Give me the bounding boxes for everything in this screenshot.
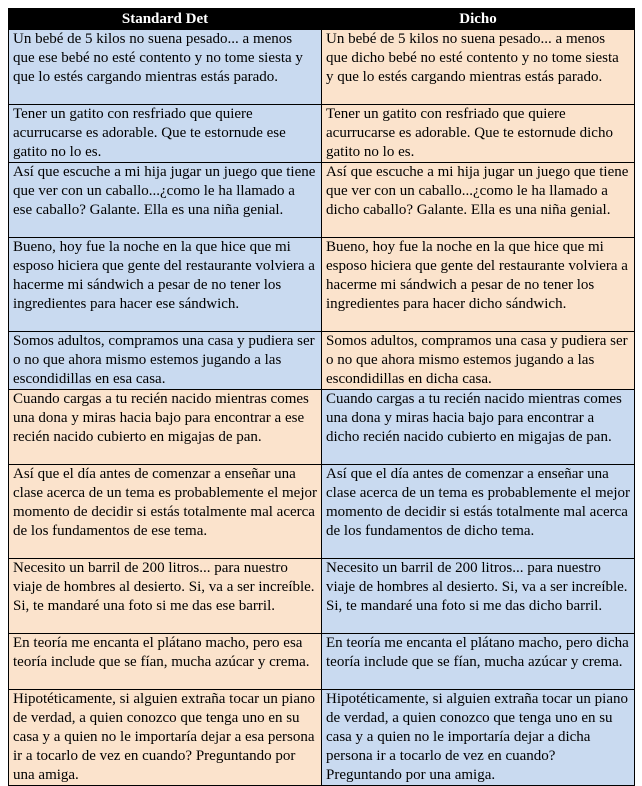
dicho-cell: Necesito un barril de 200 litros... para nuestro viaje de hombres al desierto. Si, va a ser increíble. Si, te mandaré una foto si me das dicho barril.	[322, 559, 635, 634]
dicho-cell: Así que el día antes de comenzar a enseñar una clase acerca de un tema es probablemente el mejor momento de decidir si estás totalmente mal acerca de los fundamentos de dicho tema.	[322, 465, 635, 559]
standard-det-cell: Un bebé de 5 kilos no suena pesado... a menos que ese bebé no esté contento y no tome siesta y que lo estés cargando mientras estás parado.	[9, 30, 322, 105]
standard-det-cell: Tener un gatito con resfriado que quiere acurrucarse es adorable. Que te estornude ese gatito no lo es.	[9, 105, 322, 163]
table-row	[9, 163, 635, 238]
table-row	[9, 332, 635, 390]
dicho-cell: Somos adultos, compramos una casa y pudiera ser o no que ahora mismo estemos jugando a las escondidillas en dicha casa.	[322, 332, 635, 390]
dicho-cell: Un bebé de 5 kilos no suena pesado... a menos que dicho bebé no esté contento y no tome siesta y que lo estés cargando mientras estás parado.	[322, 30, 635, 105]
comparison-table	[8, 8, 635, 786]
table-row	[9, 30, 635, 105]
table-row	[9, 465, 635, 559]
table-body	[9, 30, 635, 786]
standard-det-cell: Hipotéticamente, si alguien extraña tocar un piano de verdad, a quien conozco que tenga uno en su casa y a quien no le importaría dejar a esa persona ir a tocarlo de vez en cuando? Preguntando por una amiga.	[9, 690, 322, 786]
standard-det-cell: Bueno, hoy fue la noche en la que hice que mi esposo hiciera que gente del restaurante volviera a hacerme mi sándwich a pesar de no tener los ingredientes para hacer ese sándwich.	[9, 238, 322, 332]
header-standard-det: Standard Det	[9, 9, 322, 30]
table-row	[9, 634, 635, 690]
standard-det-cell: En teoría me encanta el plátano macho, pero esa teoría include que se fían, mucha azúcar y crema.	[9, 634, 322, 690]
standard-det-cell: Necesito un barril de 200 litros... para nuestro viaje de hombres al desierto. Si, va a ser increíble. Si, te mandaré una foto si me das ese barril.	[9, 559, 322, 634]
header-row	[9, 9, 635, 30]
dicho-cell: Bueno, hoy fue la noche en la que hice que mi esposo hiciera que gente del restaurante volviera a hacerme mi sándwich a pesar de no tener los ingredientes para hacer dicho sándwich.	[322, 238, 635, 332]
table-row	[9, 559, 635, 634]
table-header	[9, 9, 635, 30]
header-dicho: Dicho	[322, 9, 635, 30]
dicho-cell: Tener un gatito con resfriado que quiere acurrucarse es adorable. Que te estornude dicho gatito no lo es.	[322, 105, 635, 163]
dicho-cell: Así que escuche a mi hija jugar un juego que tiene que ver con un caballo...¿como le ha llamado a dicho caballo? Galante. Ella es una niña genial.	[322, 163, 635, 238]
standard-det-cell: Somos adultos, compramos una casa y pudiera ser o no que ahora mismo estemos jugando a las escondidillas en esa casa.	[9, 332, 322, 390]
dicho-cell: Hipotéticamente, si alguien extraña tocar un piano de verdad, a quien conozco que tenga uno en su casa y a quien no le importaría dejar a dicha persona ir a tocarlo de vez en cuando? Preguntando por una amiga.	[322, 690, 635, 786]
table-row	[9, 690, 635, 786]
standard-det-cell: Cuando cargas a tu recién nacido mientras comes una dona y miras hacia bajo para encontrar a ese recién nacido cubierto en migajas de pan.	[9, 390, 322, 465]
table-row	[9, 238, 635, 332]
standard-det-cell: Así que escuche a mi hija jugar un juego que tiene que ver con un caballo...¿como le ha llamado a ese caballo? Galante. Ella es una niña genial.	[9, 163, 322, 238]
table-row	[9, 105, 635, 163]
dicho-cell: En teoría me encanta el plátano macho, pero dicha teoría include que se fían, mucha azúcar y crema.	[322, 634, 635, 690]
dicho-cell: Cuando cargas a tu recién nacido mientras comes una dona y miras hacia bajo para encontrar a dicho recién nacido cubierto en migajas de pan.	[322, 390, 635, 465]
table-row	[9, 390, 635, 465]
standard-det-cell: Así que el día antes de comenzar a enseñar una clase acerca de un tema es probablemente el mejor momento de decidir si estás totalmente mal acerca de los fundamentos de ese tema.	[9, 465, 322, 559]
